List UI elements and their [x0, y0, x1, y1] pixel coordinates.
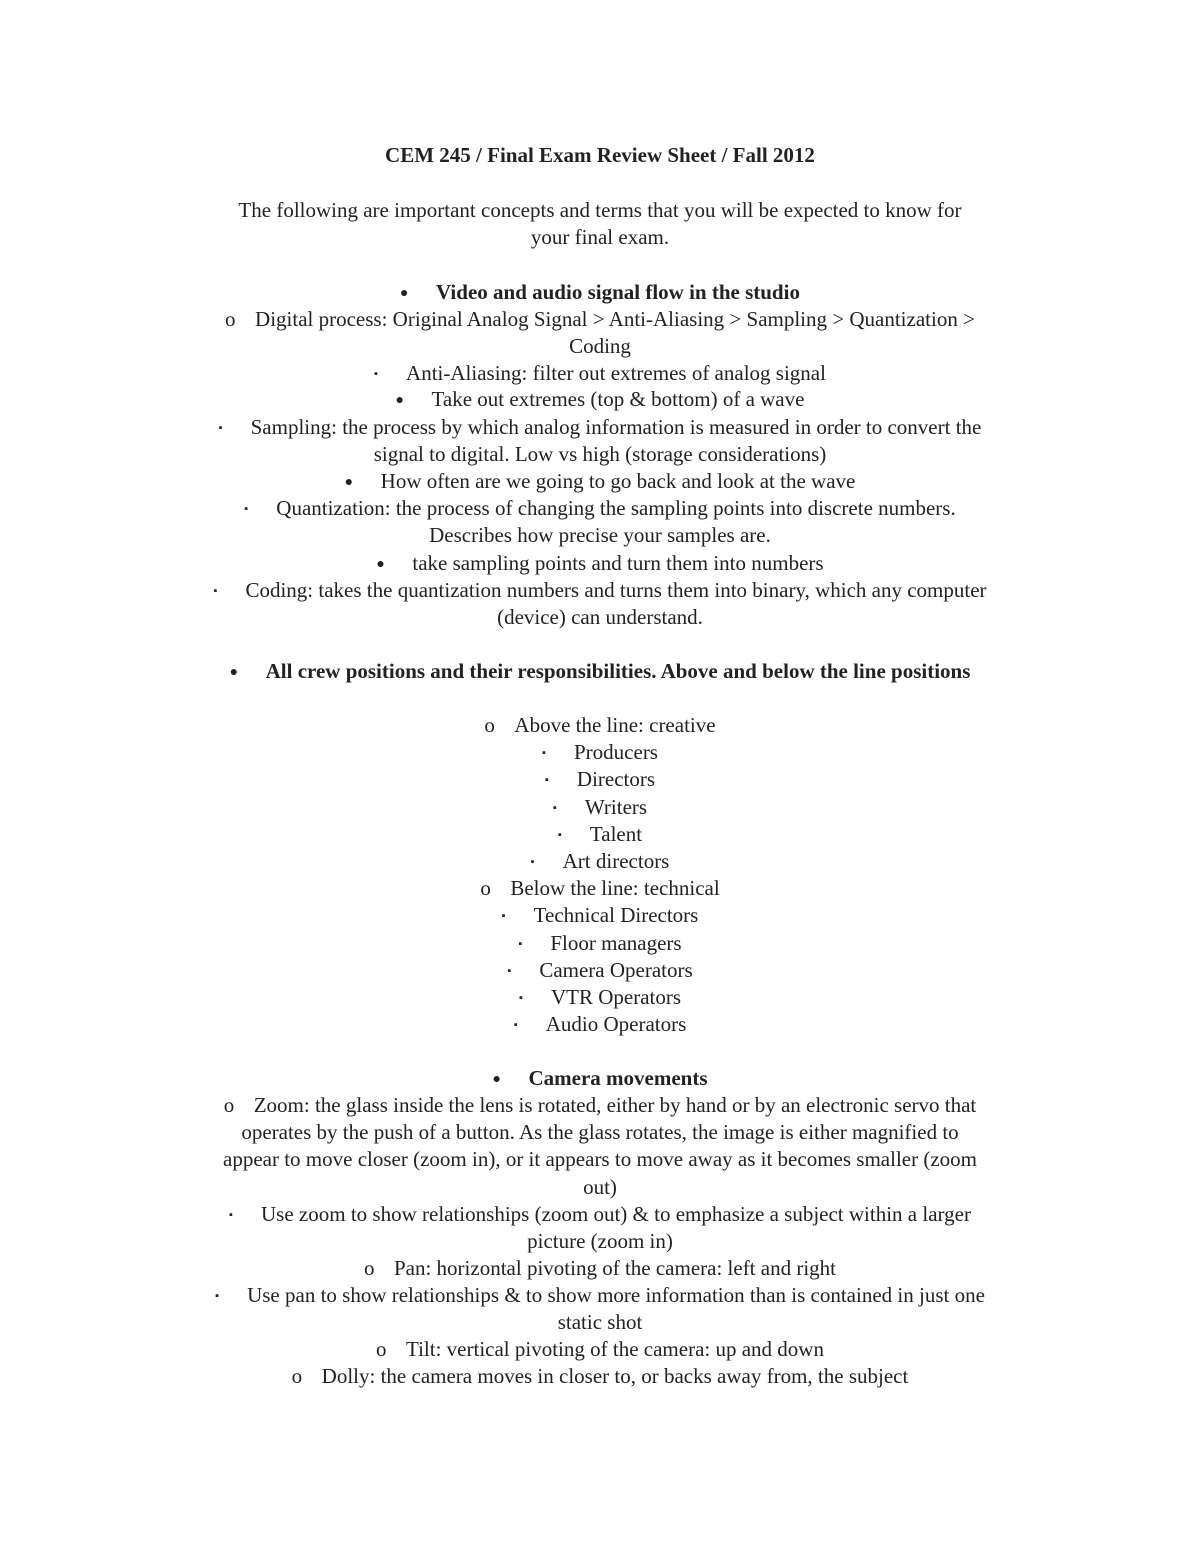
item-text: Technical Directors: [533, 903, 699, 927]
list-item-sampling-note: [140, 468, 1060, 496]
item-text: Dolly: the camera moves in closer to, or backs away from, the subject: [321, 1364, 909, 1388]
list-item-above-the-line: [140, 712, 1060, 739]
heading-text: Video and audio signal flow in the studio: [436, 280, 800, 304]
item-text: Below the line: technical: [510, 876, 720, 900]
list-item-pan-use: [140, 1282, 1060, 1310]
bullet-dot-icon: ●: [376, 557, 385, 572]
list-item-sampling-cont: [140, 441, 1060, 468]
item-text: Sampling: the process by which analog information is measured in order to convert the: [250, 415, 982, 439]
item-text: Producers: [574, 740, 658, 764]
list-item: [140, 902, 1060, 930]
list-item-quantization-note: [140, 550, 1060, 578]
bullet-circle-icon: o: [480, 876, 491, 900]
bullet-square-icon: ▪: [513, 1019, 518, 1031]
bullet-square-icon: ▪: [229, 1209, 233, 1221]
heading-text: Camera movements: [528, 1066, 708, 1090]
bullet-dot-icon: ●: [395, 393, 404, 408]
item-text: How often are we going to go back and look at the wave: [380, 469, 856, 493]
list-item-quantization-cont: [140, 522, 1060, 549]
item-text: Art directors: [562, 849, 670, 873]
item-text: picture (zoom in): [527, 1229, 673, 1253]
item-text: Describes how precise your samples are.: [429, 523, 771, 547]
item-text: Above the line: creative: [514, 713, 716, 737]
list-item: [140, 766, 1060, 794]
list-item: [140, 739, 1060, 767]
list-item-anti-aliasing-note: [140, 386, 1060, 414]
item-text: Directors: [576, 767, 656, 791]
list-item-below-the-line: [140, 875, 1060, 902]
item-text: operates by the push of a button. As the glass rotates, the image is either magnified to: [241, 1120, 959, 1144]
bullet-square-icon: ▪: [530, 856, 535, 868]
item-text: Pan: horizontal pivoting of the camera: left and right: [393, 1256, 837, 1280]
item-text: Quantization: the process of changing the sampling points into discrete numbers.: [276, 496, 956, 520]
list-item-zoom-use-cont: [140, 1228, 1060, 1255]
item-text: Use pan to show relationships & to show more information than is contained in just one: [247, 1283, 985, 1307]
heading-text: All crew positions and their responsibilities. Above and below the line positions: [265, 659, 971, 683]
bullet-square-icon: ▪: [374, 368, 378, 380]
bullet-square-icon: ▪: [507, 965, 512, 977]
item-text: Tilt: vertical pivoting of the camera: up and down: [406, 1337, 824, 1361]
list-item-pan: [140, 1255, 1060, 1282]
list-item: [140, 957, 1060, 985]
list-item: [140, 794, 1060, 822]
list-item-digital-process-cont: [140, 333, 1060, 360]
intro-line-1: [140, 197, 1060, 224]
bullet-square-icon: ▪: [215, 1290, 219, 1302]
section-heading-signal-flow: [140, 279, 1060, 307]
list-item: [140, 930, 1060, 958]
bullet-square-icon: ▪: [552, 802, 557, 814]
item-text: VTR Operators: [550, 985, 682, 1009]
bullet-dot-icon: ●: [229, 665, 239, 680]
item-text: Anti-Aliasing: filter out extremes of analog signal: [406, 361, 826, 385]
item-text: Coding: [569, 334, 631, 358]
item-text: Use zoom to show relationships (zoom out) & to emphasize a subject within a larger: [261, 1202, 971, 1226]
bullet-square-icon: ▪: [213, 585, 218, 597]
list-item-digital-process: [140, 306, 1060, 333]
bullet-dot-icon: ●: [344, 475, 354, 490]
item-text: Zoom: the glass inside the lens is rotated, either by hand or by an electronic servo that: [253, 1093, 977, 1117]
item-text: take sampling points and turn them into numbers: [412, 551, 824, 575]
document-title: [140, 142, 1060, 169]
intro-line-2: [140, 224, 1060, 251]
bullet-dot-icon: ●: [492, 1072, 501, 1087]
list-item-coding: [140, 577, 1060, 605]
title-text: CEM 245 / Final Exam Review Sheet / Fall 2012: [385, 143, 815, 167]
bullet-circle-icon: o: [225, 307, 236, 331]
bullet-dot-icon: ●: [400, 286, 409, 301]
section-heading-camera-movements: [140, 1065, 1060, 1093]
bullet-square-icon: ▪: [518, 992, 523, 1004]
item-text: out): [583, 1175, 617, 1199]
list-item-dolly: [140, 1363, 1060, 1390]
item-text: Audio Operators: [545, 1012, 687, 1036]
item-text: Floor managers: [550, 931, 682, 955]
list-item-zoom-cont: [140, 1174, 1060, 1201]
list-item-zoom: [140, 1092, 1060, 1119]
bullet-circle-icon: o: [376, 1337, 387, 1361]
bullet-circle-icon: o: [291, 1364, 303, 1388]
bullet-square-icon: ▪: [518, 938, 523, 950]
item-text: Take out extremes (top & bottom) of a wave: [431, 387, 805, 411]
list-item: [140, 821, 1060, 849]
intro-text: your final exam.: [530, 225, 670, 249]
list-item-tilt: [140, 1336, 1060, 1363]
item-text: Talent: [589, 822, 643, 846]
item-text: Camera Operators: [539, 958, 693, 982]
bullet-square-icon: ▪: [244, 503, 249, 515]
list-item: [140, 848, 1060, 876]
item-text: Writers: [584, 795, 648, 819]
item-text: Digital process: Original Analog Signal > Anti-Aliasing > Sampling > Quantization >: [255, 307, 975, 331]
list-item-zoom-cont: [140, 1119, 1060, 1146]
list-item-anti-aliasing: [140, 360, 1060, 388]
item-text: Coding: takes the quantization numbers and turns them into binary, which any computer: [245, 578, 987, 602]
item-text: static shot: [557, 1310, 643, 1334]
item-text: (device) can understand.: [497, 605, 703, 629]
bullet-circle-icon: o: [484, 713, 495, 737]
list-item-quantization: [140, 495, 1060, 523]
list-item: [140, 984, 1060, 1012]
list-item-sampling: [140, 414, 1060, 442]
bullet-square-icon: ▪: [557, 829, 562, 841]
bullet-square-icon: ▪: [218, 422, 223, 434]
list-item: [140, 1011, 1060, 1039]
bullet-circle-icon: o: [223, 1093, 235, 1117]
list-item-zoom-cont: [140, 1146, 1060, 1173]
list-item-coding-cont: [140, 604, 1060, 631]
bullet-square-icon: ▪: [542, 747, 546, 759]
bullet-square-icon: ▪: [501, 910, 506, 922]
bullet-circle-icon: o: [363, 1256, 375, 1280]
list-item-pan-use-cont: [140, 1309, 1060, 1336]
intro-text: The following are important concepts and terms that you will be expected to know for: [238, 198, 962, 222]
bullet-square-icon: ▪: [544, 774, 549, 786]
item-text: signal to digital. Low vs high (storage considerations): [373, 442, 827, 466]
list-item-zoom-use: [140, 1201, 1060, 1229]
item-text: appear to move closer (zoom in), or it appears to move away as it becomes smaller (zoom: [223, 1147, 977, 1171]
section-heading-crew-positions: [140, 658, 1060, 686]
